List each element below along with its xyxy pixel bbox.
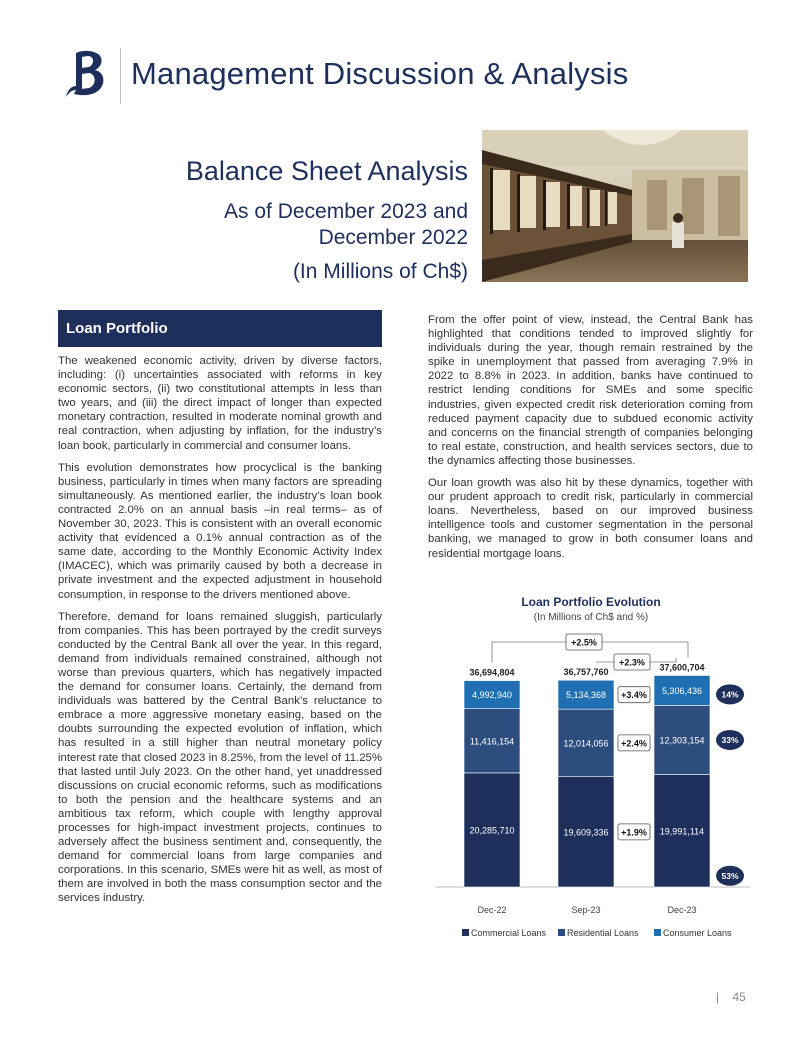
bar-value-label: 11,416,154 [469, 736, 515, 747]
paragraph: The weakened economic activity, driven by diverse factors, including: (i) uncertainties associated with reforms in key economic sectors, (ii) two constitutional attempts in less than two years, and (iii) the direct impact of longer than expected monetary contraction, resulted in moderate nominal growth and real contraction, when adjusting by inflation, for the industry’s loan book, particularly in commercial and consumer loans. [58, 355, 382, 452]
hero-units: (In Millions of Ch$) [292, 260, 468, 283]
page-header-title: Management Discussion & Analysis [131, 56, 629, 91]
x-tick-label: Sep-23 [571, 905, 601, 915]
bar-value-label: 5,306,436 [661, 685, 703, 696]
hero-subtitle-line2: December 2022 [318, 226, 468, 249]
loan-portfolio-chart [428, 590, 758, 950]
segment-growth-label: +2.4% [621, 738, 647, 749]
paragraph: Therefore, demand for loans remained sluggish, particularly from companies. This has been portrayed by the credit surveys conducted by the Central Bank all over the year. In this regard, demand from individuals remained constrained, although not worse than previous quarters, which has negatively impacted the demand for consumer loans. Certainly, the demand from individuals was battered by the Central Bank’s reluctance to embrace a more aggressive monetary easing, based on the doubts surrounding the expected evolution of inflation, which has resulted in a still higher than neutral monetary policy interest rate that closed 2023 in 8.25%, from the level of 11.25% that lasted until July 2023. On the other hand, yet unaddressed discussions on crucial economic reforms, such as modifications to both the pension and the healthcare systems and an ambitious tax reform, which couple with lengthy approval processes for high-impact investment projects, continues to adversely affect the business sentiment and, consequently, the demand for commercial loans from large companies and corporations. In this scenario, SMEs were hit as well, as most of them are involved in both the mass consumption sector and the services industry. [58, 610, 382, 905]
bank-logo [62, 48, 110, 100]
legend-swatch [462, 929, 469, 936]
legend-label: Commercial Loans [471, 928, 547, 938]
legend-swatch [654, 929, 661, 936]
right-column [428, 313, 753, 569]
hero-subtitle-line1: As of December 2023 and [224, 200, 468, 223]
footer-separator: | [716, 990, 720, 1004]
left-column [58, 354, 382, 914]
segment-growth-label: +1.9% [621, 827, 647, 838]
bar-value-label: 19,991,114 [659, 826, 705, 837]
mix-share-label: 33% [721, 734, 739, 745]
chart-subtitle: (In Millions of Ch$ and %) [533, 612, 649, 623]
mix-share-label: 53% [721, 870, 739, 881]
quarterly-growth-label: +2.3% [619, 657, 645, 668]
chart-title: Loan Portfolio Evolution [521, 595, 661, 609]
x-tick-label: Dec-22 [477, 905, 507, 915]
bar-total-label: 36,757,760 [563, 667, 609, 678]
bar-value-label: 12,303,154 [659, 735, 705, 746]
bar-value-label: 5,134,368 [565, 690, 607, 701]
bar-total-label: 37,600,704 [659, 662, 705, 673]
section-title-loan-portfolio: Loan Portfolio [58, 310, 382, 347]
bar-value-label: 20,285,710 [469, 825, 515, 836]
bar-value-label: 12,014,056 [563, 738, 609, 749]
bar-value-label: 4,992,940 [471, 690, 513, 701]
header-divider [120, 48, 121, 104]
segment-growth-label: +3.4% [621, 690, 647, 701]
legend-label: Consumer Loans [663, 928, 732, 938]
paragraph: From the offer point of view, instead, the Central Bank has highlighted that conditions tended to improved slightly for individuals during the year, though remain restrained by the spike in unemployment that passed from averaging 7.9% in 2022 to 8.8% in 2023. In addition, banks have continued to restrict lending conditions for SMEs and some specific industries, given expected credit risk deterioration coming from reduced payment capacity due to subdued economic activity and concerns on the financial strength of companies belonging to real estate, construction, and health services sectors, due to the dynamics affecting those businesses. [428, 314, 753, 467]
bar-value-label: 19,609,336 [563, 827, 609, 838]
paragraph: Our loan growth was also hit by these dynamics, together with our prudent approach to credit risk, particularly in commercial loans. Nevertheless, based on our improved business intelligence tools and customer segmentation in the personal banking, we managed to grow in both consumer loans and residential mortgage loans. [428, 477, 753, 560]
page-number-value: 45 [732, 990, 746, 1004]
hero-title: Balance Sheet Analysis [185, 156, 468, 186]
annual-growth-label: +2.5% [571, 637, 597, 648]
x-tick-label: Dec-23 [667, 905, 697, 915]
bar-total-label: 36,694,804 [469, 667, 515, 678]
banking-hall-photo [482, 130, 748, 282]
paragraph: This evolution demonstrates how procyclical is the banking business, particularly in times when many factors are spreading simultaneously. As mentioned earlier, the industry’s loan book contracted 2.0% on an annual basis –in real terms– as of November 30, 2023. This is consistent with an overall economic activity that evidenced a 0.1% annual contraction as of the same date, according to the Monthly Economic Activity Index (IMACEC), which was primarily caused by both a decrease in private investment and the expected adjustment in household consumption, in response to the drivers mentioned above. [58, 461, 382, 601]
mix-share-label: 14% [721, 689, 739, 700]
page-number [716, 990, 746, 1004]
legend-label: Residential Loans [567, 928, 639, 938]
legend-swatch [558, 929, 565, 936]
